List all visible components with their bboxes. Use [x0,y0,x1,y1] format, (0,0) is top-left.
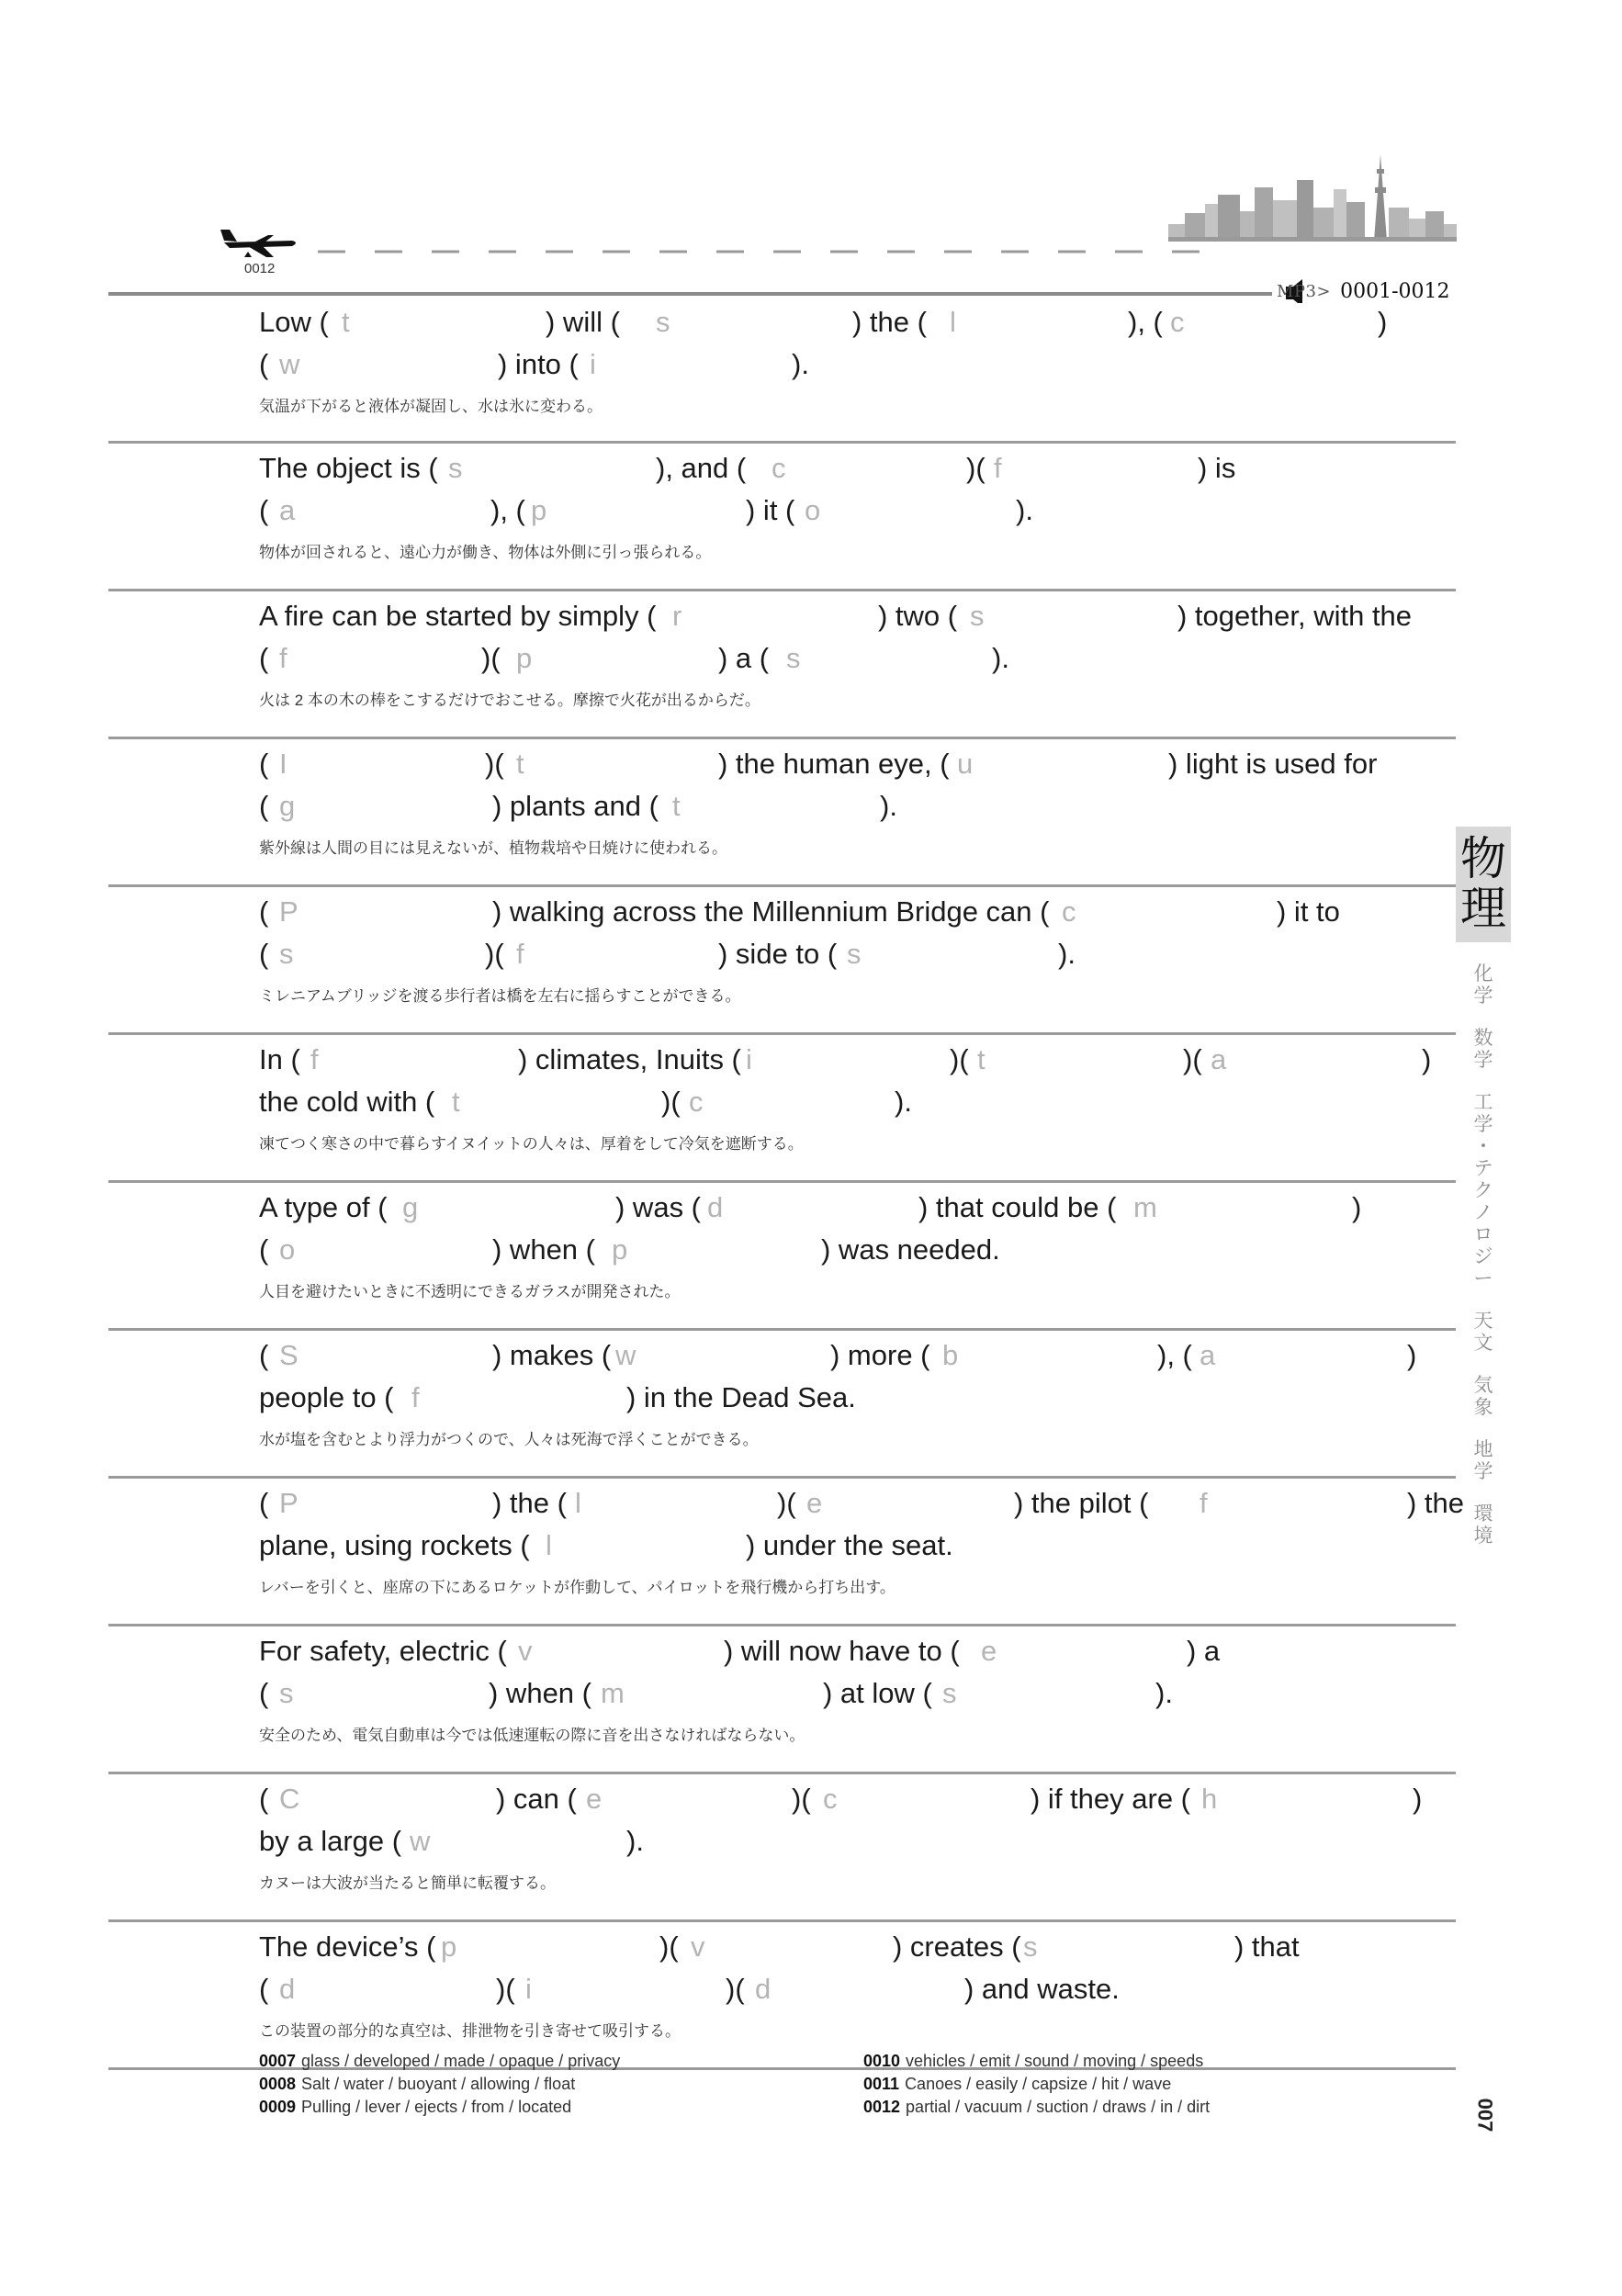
answer-words: Salt / water / buoyant / allowing / float [301,2075,576,2093]
sentence-text: ). [792,348,809,380]
blank-hint[interactable]: o [279,1233,296,1266]
blank-hint[interactable]: e [806,1487,823,1519]
subject-char: ・ [1473,1135,1493,1157]
sentence-text: ) climates, Inuits ( [518,1043,741,1075]
sentence-text: )( [481,642,501,674]
sentence-text: ) plants and ( [492,790,659,822]
blank-hint[interactable]: i [590,348,596,380]
subject-char: ロ [1473,1223,1493,1245]
blank-hint[interactable]: t [516,748,524,780]
sentence-line [259,1187,1437,1229]
page-number: 007 [1473,2098,1497,2133]
sentence-text: A type of ( [259,1191,388,1223]
answer-words: partial / vacuum / suction / draws / in / dirt [906,2098,1211,2116]
sentence-line [259,1482,1465,1525]
subject-char: 物 [1460,832,1506,885]
answer-key-left [259,2050,620,2119]
exercise-0003 [108,591,1456,739]
blank-hint[interactable]: l [546,1529,552,1561]
japanese-translation: この装置の部分的な真空は、排泄物を引き寄せて吸引する。 [259,2022,681,2040]
answer-key-right [863,2050,1210,2119]
subject-index [1456,827,1520,1567]
subject-char: 境 [1473,1525,1493,1547]
japanese-translation: 紫外線は人間の目には見えないが、植物栽培や日焼けに使われる。 [259,839,727,857]
answer-row [259,2050,620,2073]
sentence-text: Low ( [259,306,329,338]
blank-hint[interactable]: c [823,1783,838,1815]
sentence-line [259,1525,1437,1567]
japanese-translation: 物体が回されると、遠心力が働き、物体は外側に引っ張られる。 [259,544,712,561]
blank-hint[interactable]: I [279,748,287,780]
blank-hint[interactable]: P [279,1487,298,1519]
sentence-text: ) it to [1277,895,1340,928]
japanese-translation: ミレニアムブリッジを渡る歩行者は橋を左右に揺らすことができる。 [259,987,741,1005]
sentence-text: In ( [259,1043,300,1075]
exercise-0006 [108,1035,1456,1183]
blank-hint[interactable]: s [279,938,294,970]
blank-hint[interactable]: p [612,1233,628,1266]
sentence-text: )( [496,1973,515,2005]
mp3-label: MP3> [1277,281,1332,301]
blank-hint[interactable]: s [279,1677,294,1709]
sentence-line [259,785,1437,827]
blank-hint[interactable]: w [410,1825,431,1857]
sentence-text: ) and waste. [964,1973,1120,2005]
sentence-text: ) the ( [492,1487,567,1519]
subject-char: 学 [1473,1049,1493,1071]
sentence-text: ). [1016,494,1033,526]
sentence-text: ), and ( [656,452,747,484]
subject-tab-weather[interactable] [1456,1374,1511,1418]
subject-char: 学 [1473,1113,1493,1135]
subject-char: 象 [1473,1396,1493,1418]
sentence-text: ) together, with the [1177,600,1413,632]
blank-hint[interactable]: e [586,1783,603,1815]
blank-hint[interactable]: f [516,938,524,970]
track-number: 0012 [244,261,276,276]
sentence-line [259,1377,1437,1419]
blank-hint[interactable]: v [691,1930,705,1963]
sentence-text: ( [259,642,269,674]
sentence-text: ( [259,790,269,822]
subject-tab-geology[interactable] [1456,1438,1511,1482]
japanese-translation: レバーを引くと、座席の下にあるロケットが作動して、パイロットを飛行機から打ち出す。 [259,1579,895,1596]
sentence-text: ). [1155,1677,1173,1709]
sentence-line [259,1778,1437,1820]
blank-hint[interactable]: s [448,452,463,484]
blank-hint[interactable]: t [342,306,350,338]
exercise-0012 [108,1922,1456,2070]
blank-hint[interactable]: i [525,1973,532,2005]
answer-row [259,2073,620,2096]
blank-hint[interactable]: f [994,452,1002,484]
sentence-line [259,595,1437,637]
sentence-text: )( [950,1043,969,1075]
answer-number: 0007 [259,2052,297,2070]
sentence-line [259,1968,1437,2010]
subject-char: 化 [1473,962,1493,985]
blank-hint[interactable]: f [1200,1487,1208,1519]
blank-hint[interactable]: s [942,1677,957,1709]
blank-hint[interactable]: f [411,1381,420,1413]
sentence-text: ), ( [490,494,525,526]
blank-hint[interactable]: g [402,1191,419,1223]
sentence-text: ( [259,1677,269,1709]
answer-words: Pulling / lever / ejects / from / located [301,2098,572,2116]
subject-char: 理 [1460,882,1506,935]
blank-hint[interactable]: u [957,748,974,780]
blank-hint[interactable]: l [575,1487,581,1519]
sentence-text: plane, using rockets ( [259,1529,530,1561]
sentence-line [259,1820,1437,1863]
sentence-text: ( [259,348,269,380]
subject-char: 学 [1473,985,1493,1007]
blank-hint[interactable]: r [672,600,682,632]
blank-hint[interactable]: s [847,938,862,970]
subject-char: ジ [1473,1245,1493,1267]
blank-hint[interactable]: C [279,1783,300,1815]
blank-hint[interactable]: c [1062,895,1076,928]
sentence-text: The device’s ( [259,1930,436,1963]
sentence-text: ) the ( [852,306,927,338]
japanese-translation: 気温が下がると液体が凝固し、水は氷に変わる。 [259,398,603,415]
sentence-line [259,743,1437,785]
exercise-0011 [108,1774,1456,1922]
sentence-text: )( [661,1086,681,1118]
sentence-text: ( [259,895,269,928]
blank-hint[interactable]: i [746,1043,752,1075]
sentence-text: by a large ( [259,1825,402,1857]
japanese-translation: 火は 2 本の木の棒をこするだけでおこせる。摩擦で火花が出るからだ。 [259,692,760,709]
sentence-line [259,1926,1437,1968]
subject-active-label [1456,834,1511,933]
mp3-range: 0001-0012 [1340,279,1450,303]
sentence-text: ) will ( [546,306,620,338]
sentence-text: ) the pilot ( [1014,1487,1149,1519]
blank-hint[interactable]: e [981,1635,997,1667]
subject-char: 天 [1473,1310,1493,1332]
exercise-0010 [108,1626,1456,1774]
blank-hint[interactable]: a [1211,1043,1227,1075]
sentence-line [259,637,1437,680]
sentence-text: people to ( [259,1381,394,1413]
blank-hint[interactable]: S [279,1339,298,1371]
sentence-text: ) [1422,1043,1432,1075]
blank-hint[interactable]: o [805,494,821,526]
blank-hint[interactable]: d [279,1973,296,2005]
sentence-text: ) makes ( [492,1339,612,1371]
subject-char: 工 [1473,1091,1493,1113]
sentence-text: ) light is used for [1168,748,1378,780]
sentence-text: ) at low ( [823,1677,932,1709]
sentence-text: ) was needed. [821,1233,1000,1266]
sentence-text: )( [485,938,504,970]
exercise-0001 [108,298,1456,444]
exercise-0002 [108,444,1456,591]
sentence-text: ) two ( [878,600,958,632]
blank-hint[interactable]: t [672,790,681,822]
sentence-text: ) will now have to ( [724,1635,960,1667]
japanese-translation: 水が塩を含むとより浮力がつくので、人々は死海で浮くことができる。 [259,1431,759,1448]
blank-hint[interactable]: w [615,1339,636,1371]
sentence-text: ( [259,748,269,780]
blank-hint[interactable]: g [279,790,296,822]
sentence-text: ). [895,1086,912,1118]
blank-hint[interactable]: f [310,1043,319,1075]
sentence-line [259,343,1437,386]
answer-number: 0011 [863,2075,900,2093]
sentence-line [259,1229,1437,1271]
sentence-text: For safety, electric ( [259,1635,507,1667]
answer-number: 0008 [259,2075,297,2093]
exercise-0004 [108,739,1456,887]
blank-hint[interactable]: b [942,1339,959,1371]
subject-char: 数 [1473,1027,1493,1049]
sentence-text: ) that [1234,1930,1300,1963]
sentence-text: ) more ( [830,1339,930,1371]
answer-number: 0012 [863,2098,901,2116]
blank-hint[interactable]: P [279,895,298,928]
answer-number: 0009 [259,2098,297,2116]
blank-hint[interactable]: c [1170,306,1185,338]
sentence-text: ) [1352,1191,1362,1223]
sentence-text: ), ( [1128,306,1163,338]
answer-row [863,2073,1210,2096]
blank-hint[interactable]: p [516,642,533,674]
city-skyline [1168,154,1457,242]
sentence-text: ), ( [1157,1339,1192,1371]
subject-tab-environment[interactable] [1456,1503,1511,1547]
sentence-text: )( [792,1783,811,1815]
sentence-text: ) the human eye, ( [718,748,950,780]
answer-number: 0010 [863,2052,901,2070]
sentence-text: ) was ( [615,1191,701,1223]
answer-words: vehicles / emit / sound / moving / speeds [906,2052,1204,2070]
sentence-line [259,933,1437,975]
sentence-text: ( [259,938,269,970]
sentence-text: ( [259,1783,269,1815]
sentence-text: ) a ( [718,642,770,674]
airplane-icon [220,230,296,257]
sentence-text: ) when ( [492,1233,595,1266]
sentence-text: ). [626,1825,644,1857]
sentence-text: ( [259,1233,269,1266]
sentence-text: ) is [1198,452,1236,484]
subject-tab-active[interactable] [1456,827,1511,942]
sentence-text: the cold with ( [259,1086,435,1118]
blank-hint[interactable]: p [531,494,547,526]
sentence-text: ) the [1407,1487,1465,1519]
blank-hint[interactable]: t [452,1086,460,1118]
blank-hint[interactable]: a [1200,1339,1216,1371]
japanese-translation: 安全のため、電気自動車は今では低速運転の際に音を出さなければならない。 [259,1727,805,1744]
subject-tab-astronomy[interactable] [1456,1310,1511,1354]
sentence-line [259,1334,1437,1377]
blank-hint[interactable]: m [1133,1191,1157,1223]
sentence-text: ) walking across the Millennium Bridge can ( [492,895,1050,928]
japanese-translation: カヌーは大波が当たると簡単に転覆する。 [259,1874,556,1892]
blank-hint[interactable]: s [970,600,985,632]
exercise-list [108,298,1465,2070]
sentence-line [259,891,1437,933]
sentence-text: )( [659,1930,679,1963]
sentence-text: ) a [1187,1635,1221,1667]
sentence-text: )( [777,1487,796,1519]
subject-list [1456,962,1511,1547]
blank-hint[interactable]: c [772,452,786,484]
blank-hint[interactable]: l [950,306,956,338]
answer-words: Canoes / easily / capsize / hit / wave [905,2075,1172,2093]
blank-hint[interactable]: p [441,1930,457,1963]
blank-hint[interactable]: d [755,1973,772,2005]
sentence-text: ) when ( [489,1677,591,1709]
sentence-text: )( [966,452,986,484]
sentence-text: ) under the seat. [746,1529,953,1561]
sentence-text: ) that could be ( [918,1191,1117,1223]
sentence-text: ). [880,790,897,822]
subject-tab-chemistry[interactable] [1456,962,1511,1007]
sentence-text: The object is ( [259,452,438,484]
blank-hint[interactable]: w [279,348,300,380]
sentence-text: ) side to ( [718,938,838,970]
blank-hint[interactable]: s [1023,1930,1038,1963]
exercise-0008 [108,1331,1456,1479]
japanese-translation: 人目を避けたいときに不透明にできるガラスが開発された。 [259,1283,681,1300]
sentence-text: ( [259,1339,269,1371]
blank-hint[interactable]: a [279,494,296,526]
subject-tab-engineering[interactable] [1456,1091,1511,1289]
sentence-text: ) creates ( [893,1930,1021,1963]
header-illustration [0,0,1622,303]
sentence-text: )( [1183,1043,1202,1075]
subject-char: テ [1473,1157,1493,1179]
sentence-text: ) can ( [496,1783,577,1815]
answer-words: glass / developed / made / opaque / privacy [301,2052,621,2070]
sentence-text: ). [1058,938,1076,970]
sentence-line [259,1039,1437,1081]
page-header [0,0,1622,303]
answer-row [259,2096,620,2119]
japanese-translation: 凍てつく寒さの中で暮らすイヌイットの人々は、厚着をして冷気を遮断する。 [259,1135,804,1153]
sentence-text: ) it ( [746,494,795,526]
sentence-text: )( [726,1973,745,2005]
subject-char: 文 [1473,1332,1493,1354]
subject-char: 気 [1473,1374,1493,1396]
blank-hint[interactable]: d [707,1191,724,1223]
sentence-line [259,1081,1437,1123]
blank-hint[interactable]: c [689,1086,704,1118]
subject-char: 学 [1473,1460,1493,1482]
sentence-line [259,1630,1437,1672]
sentence-text: ) in the Dead Sea. [626,1381,856,1413]
sentence-text: ) [1407,1339,1417,1371]
subject-tab-math[interactable] [1456,1027,1511,1071]
sentence-text: ). [992,642,1009,674]
sentence-line [259,301,1437,343]
sentence-text: ( [259,494,269,526]
subject-char: ノ [1473,1201,1493,1223]
blank-hint[interactable]: s [786,642,801,674]
sentence-text: ) [1378,306,1388,338]
blank-hint[interactable]: t [977,1043,986,1075]
subject-char: 環 [1473,1503,1493,1525]
sentence-text: ( [259,1973,269,2005]
blank-hint[interactable]: f [279,642,287,674]
sentence-text: A fire can be started by simply ( [259,600,657,632]
subject-char: ー [1473,1267,1493,1289]
sentence-text: )( [485,748,504,780]
sentence-text: ) if they are ( [1031,1783,1190,1815]
exercise-0007 [108,1183,1456,1331]
sentence-line [259,447,1437,490]
sentence-text: ) into ( [498,348,579,380]
blank-hint[interactable]: s [656,306,670,338]
blank-hint[interactable]: v [518,1635,533,1667]
subject-char: ク [1473,1179,1493,1201]
sentence-text: ( [259,1487,269,1519]
subject-char: 地 [1473,1438,1493,1460]
exercise-0005 [108,887,1456,1035]
sentence-text: ) [1413,1783,1423,1815]
blank-hint[interactable]: m [601,1677,625,1709]
answer-row [863,2050,1210,2073]
exercise-0009 [108,1479,1465,1626]
blank-hint[interactable]: h [1201,1783,1218,1815]
sentence-line [259,490,1437,532]
sentence-line [259,1672,1437,1715]
answer-row [863,2096,1210,2119]
